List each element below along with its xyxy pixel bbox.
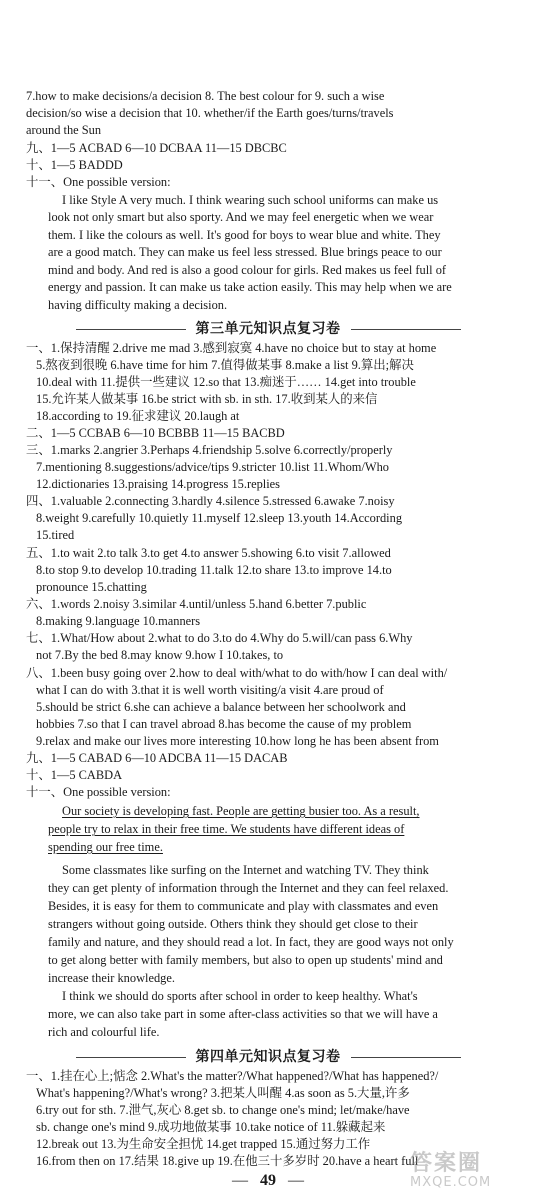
essay-line: Some classmates like surfing on the Internet and watching TV. They think — [62, 863, 429, 877]
answer-line: 16.from then on 17.结果 18.give up 19.在他三十多岁时 20.have a heart full — [36, 1154, 419, 1168]
answer-line: 十、1—5 BADDD — [26, 158, 123, 172]
essay-line: to get along better with family members, but also to open up students' mind and — [48, 953, 443, 967]
essay-line: are a good match. They can make us feel less stressed. Blue brings peace to our — [48, 245, 442, 259]
watermark-cn: 答案圈 — [410, 1151, 483, 1176]
heading-rule — [351, 1057, 461, 1058]
answer-line: 10.deal with 11.提供一些建议 12.so that 13.痴迷于…… 14.get into trouble — [36, 375, 416, 389]
underlined-text: spending our free time. — [48, 840, 163, 854]
page-dash: — — [232, 1172, 248, 1189]
answer-line: decision/so wise a decision that 10. whether/if the Earth goes/turns/travels — [26, 106, 394, 120]
answer-line: sb. change one's mind 9.成功地做某事 10.take notice of 11.躲藏起来 — [36, 1120, 386, 1134]
answer-line: 三、1.marks 2.angrier 3.Perhaps 4.friendship 5.solve 6.correctly/properly — [26, 443, 393, 457]
essay-line: increase their knowledge. — [48, 971, 175, 985]
watermark-en: MXQE.COM — [410, 1175, 492, 1190]
answer-line: 七、1.What/How about 2.what to do 3.to do 4.Why do 5.will/can pass 6.Why — [26, 631, 413, 645]
answer-line: 八、1.been busy going over 2.how to deal with/what to do with/how I can deal with/ — [26, 666, 448, 680]
unit3-title-text: 第三单元知识点复习卷 — [195, 321, 341, 337]
page-dash: — — [288, 1172, 304, 1189]
essay-line: family and nature, and they should read a lot. In fact, they are good ways not only — [48, 935, 454, 949]
essay-line: having difficulty making a decision. — [48, 298, 228, 312]
answer-line: what I can do with 3.that it is well worth visiting/a visit 4.are proud of — [36, 683, 384, 697]
answer-line: 一、1.挂在心上;惦念 2.What's the matter?/What happened?/What has happened?/ — [26, 1069, 439, 1083]
essay-line: I like Style A very much. I think wearing such school uniforms can make us — [62, 193, 439, 207]
essay-line: rich and colourful life. — [48, 1025, 160, 1039]
answer-line: 8.weight 9.carefully 10.quietly 11.myself 12.sleep 13.youth 14.According — [36, 511, 403, 525]
essay-line-underlined — [62, 803, 536, 819]
answer-line: 8.making 9.language 10.manners — [36, 614, 201, 628]
essay-line: I think we should do sports after school in order to keep healthy. What's — [62, 989, 418, 1003]
answer-line: 15.允许某人做某事 16.be strict with sb. in sth. 17.收到某人的来信 — [36, 392, 378, 406]
page-number-text: 49 — [260, 1172, 276, 1189]
answer-line: 六、1.words 2.noisy 3.similar 4.until/unless 5.hand 6.better 7.public — [26, 597, 367, 611]
answer-line: pronounce 15.chatting — [36, 580, 147, 594]
answer-line: 九、1—5 ACBAD 6—10 DCBAA 11—15 DBCBC — [26, 141, 287, 155]
answer-line: What's happening?/What's wrong? 3.把某人叫醒 4.as soon as 5.大量,许多 — [36, 1086, 410, 1100]
answer-line: 五、1.to wait 2.to talk 3.to get 4.to answer 5.showing 6.to visit 7.allowed — [26, 546, 391, 560]
answer-line: hobbies 7.so that I can travel abroad 8.has become the cause of my problem — [36, 717, 412, 731]
answer-line: 十、1—5 CABDA — [26, 768, 123, 782]
answer-line: 15.tired — [36, 528, 75, 542]
watermark-logo — [410, 1146, 530, 1196]
answer-line: 二、1—5 CCBAB 6—10 BCBBB 11—15 BACBD — [26, 426, 285, 440]
unit4-title-text: 第四单元知识点复习卷 — [195, 1049, 341, 1065]
heading-rule — [76, 329, 186, 330]
answer-line: 十一、One possible version: — [26, 785, 171, 799]
essay-line: energy and passion. It can make us take action easily. This may help when we are — [48, 280, 452, 294]
underlined-text: people try to relax in their free time. We students have different ideas of — [48, 822, 405, 836]
heading-rule — [351, 329, 461, 330]
answer-line: 18.according to 19.征求建议 20.laugh at — [36, 409, 240, 423]
answer-line: not 7.By the bed 8.may know 9.how I 10.takes, to — [36, 648, 284, 662]
essay-line-underlined — [48, 821, 526, 837]
answer-line: 5.should be strict 6.she can achieve a balance between her schoolwork and — [36, 700, 406, 714]
essay-line: strangers without going outside. Others think they should get close to their — [48, 917, 418, 931]
essay-line: more, we can also take part in some after-class activities so that we will have a — [48, 1007, 438, 1021]
essay-line-underlined — [48, 839, 526, 855]
answer-line: 6.try out for sth. 7.泄气,灰心 8.get sb. to change one's mind; let/make/have — [36, 1103, 410, 1117]
answer-line: 7.mentioning 8.suggestions/advice/tips 9.stricter 10.list 11.Whom/Who — [36, 460, 389, 474]
unit3-title — [0, 318, 536, 338]
essay-line: they can get plenty of information through the Internet and they can feel relaxed. — [48, 881, 449, 895]
answer-line: 5.熬夜到很晚 6.have time for him 7.值得做某事 8.make a list 9.算出;解决 — [36, 358, 414, 372]
answer-line: around the Sun — [26, 123, 102, 137]
answer-line: 12.dictionaries 13.praising 14.progress 15.replies — [36, 477, 280, 491]
answer-line: 7.how to make decisions/a decision 8. The best colour for 9. such a wise — [26, 89, 385, 103]
answer-line: 8.to stop 9.to develop 10.trading 11.talk 12.to share 13.to improve 14.to — [36, 563, 392, 577]
underlined-text: Our society is developing fast. People are getting busier too. As a result, — [62, 804, 420, 818]
essay-line: look not only smart but also sporty. And we may feel energetic when we wear — [48, 210, 434, 224]
answer-line: 12.break out 13.为生命安全担忧 14.get trapped 15.通过努力工作 — [36, 1137, 371, 1151]
answer-line: 一、1.保持清醒 2.drive me mad 3.感到寂寞 4.have no choice but to stay at home — [26, 341, 437, 355]
essay-line: mind and body. And red is also a good colour for girls. Red makes us feel full of — [48, 263, 447, 277]
essay-line: Besides, it is easy for them to communicate and play with classmates and even — [48, 899, 439, 913]
unit4-title — [0, 1046, 536, 1066]
essay-line: them. I like the colours as well. It's good for boys to wear blue and white. They — [48, 228, 441, 242]
answer-line: 9.relax and make our lives more interesting 10.how long he has been absent from — [36, 734, 439, 748]
heading-rule — [76, 1057, 186, 1058]
answer-line: 四、1.valuable 2.connecting 3.hardly 4.silence 5.stressed 6.awake 7.noisy — [26, 494, 395, 508]
answer-line: 九、1—5 CABAD 6—10 ADCBA 11—15 DACAB — [26, 751, 288, 765]
answer-line: 十一、One possible version: — [26, 175, 171, 189]
